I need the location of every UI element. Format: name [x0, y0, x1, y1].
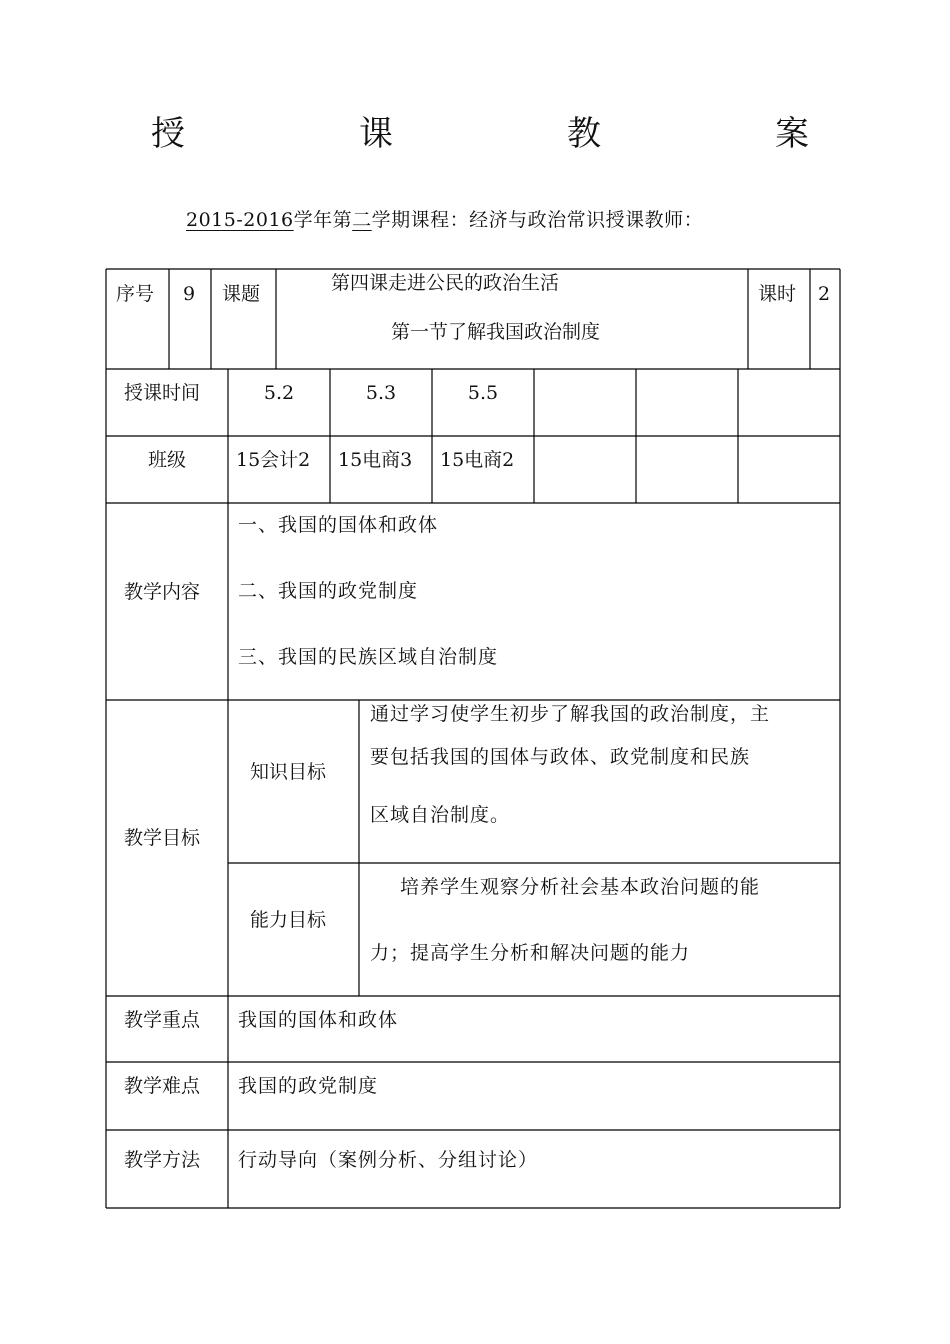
method-value: 行动导向（案例分析、分组讨论）: [238, 1149, 539, 1171]
time-label: 授课时间: [124, 382, 201, 404]
content-label: 教学内容: [124, 581, 201, 603]
key-point-value: 我国的国体和政体: [238, 1009, 399, 1031]
time-2: 5.3: [365, 382, 397, 404]
objectives-label: 教学目标: [124, 827, 201, 849]
academic-year: 2015-2016: [186, 209, 294, 231]
content-item-1: 一、我国的国体和政体: [238, 514, 439, 536]
seq-value: 9: [183, 283, 196, 305]
key-point-label: 教学重点: [124, 1009, 201, 1031]
knowledge-line-3: 区域自治制度。: [370, 804, 511, 826]
ability-line-2: 力；提高学生分析和解决问题的能力: [370, 942, 691, 964]
time-3: 5.5: [467, 382, 499, 404]
course-info-line: [186, 206, 703, 234]
title-char-1: 授: [151, 114, 185, 154]
term-suffix: 学期课程：经济与政治常识授课教师：: [371, 209, 704, 231]
topic-section: 第一节了解我国政治制度: [391, 321, 601, 343]
title-char-3: 教: [567, 114, 601, 154]
title-char-4: 案: [775, 114, 809, 154]
class-1: 15会计2: [236, 449, 311, 471]
knowledge-line-2: 要包括我国的国体与政体、政党制度和民族: [370, 746, 751, 768]
seq-label: 序号: [116, 283, 155, 305]
topic-label: 课题: [222, 283, 261, 305]
class-3: 15电商2: [440, 449, 515, 471]
content-item-3: 三、我国的民族区域自治制度: [238, 646, 499, 668]
difficulty-label: 教学难点: [124, 1075, 201, 1097]
topic-chapter: 第四课走进公民的政治生活: [331, 272, 560, 294]
knowledge-line-1: 通过学习使学生初步了解我国的政治制度，主: [370, 703, 771, 725]
page-title: [148, 112, 812, 156]
time-1: 5.2: [263, 382, 295, 404]
hours-value: 2: [818, 283, 831, 305]
term-number: 二: [352, 209, 372, 231]
ability-line-1: 培养学生观察分析社会基本政治问题的能: [400, 876, 761, 898]
method-label: 教学方法: [124, 1149, 201, 1171]
hours-label: 课时: [758, 283, 797, 305]
title-char-2: 课: [359, 114, 393, 154]
knowledge-label: 知识目标: [250, 761, 327, 783]
class-2: 15电商3: [338, 449, 413, 471]
academic-year-suffix: 学年第: [293, 209, 353, 231]
class-label: 班级: [148, 449, 187, 471]
content-item-2: 二、我国的政党制度: [238, 580, 419, 602]
difficulty-value: 我国的政党制度: [238, 1075, 379, 1097]
ability-label: 能力目标: [250, 909, 327, 931]
